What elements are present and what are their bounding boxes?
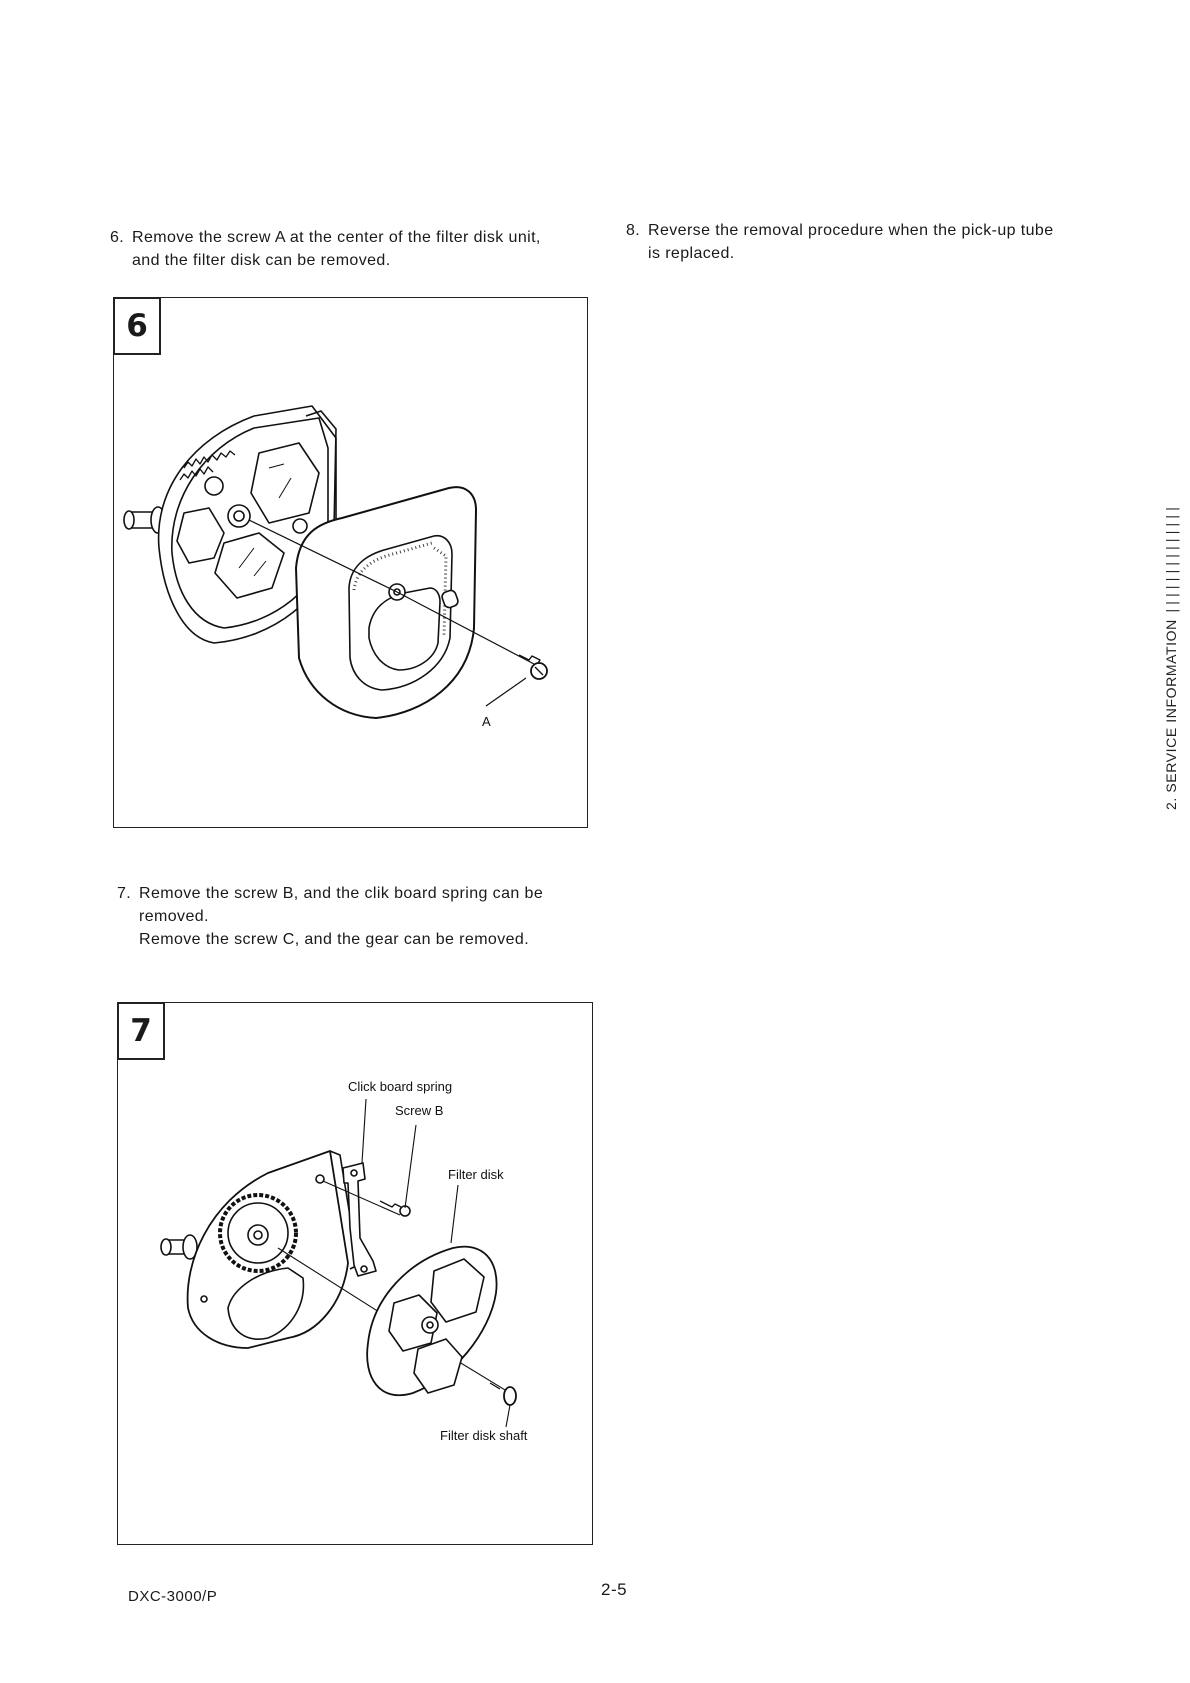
figure-6-label: 6 xyxy=(113,297,161,355)
step-6-number: 6. xyxy=(110,229,125,246)
filter-disk-shaft xyxy=(490,1383,516,1405)
step-6 xyxy=(110,226,541,272)
step-7-text-line3: Remove the screw C, and the gear can be removed. xyxy=(139,931,530,948)
callout-screw-a: A xyxy=(482,714,491,729)
footer-model: DXC-3000/P xyxy=(128,1588,218,1605)
step-8 xyxy=(626,219,1054,265)
step-7-number: 7. xyxy=(117,885,132,902)
step-8-text-line1: Reverse the removal procedure when the pick-up tube xyxy=(648,222,1054,239)
figure-7 xyxy=(117,1002,593,1545)
step-7-text-line1: Remove the screw B, and the clik board spring can be xyxy=(139,885,544,902)
callout-screw-b: Screw B xyxy=(395,1103,444,1118)
step-6-text-line2: and the filter disk can be removed. xyxy=(132,252,391,269)
step-6-text-line1: Remove the screw A at the center of the filter disk unit, xyxy=(132,229,541,246)
figure-7-illustration xyxy=(118,1003,592,1544)
step-7-text-line2: removed. xyxy=(139,908,209,925)
callout-filter-disk: Filter disk xyxy=(448,1167,504,1182)
step-7 xyxy=(117,882,543,951)
footer-page-number: 2-5 xyxy=(601,1580,628,1599)
figure-6 xyxy=(113,297,588,828)
callout-filter-disk-shaft: Filter disk shaft xyxy=(440,1428,528,1443)
sidebar-section-text: 2. SERVICE INFORMATION xyxy=(1163,619,1179,810)
sidebar-marks: |||||||||||||| xyxy=(1165,505,1180,615)
figure-6-illustration xyxy=(114,298,587,827)
step-8-text-line2: is replaced. xyxy=(648,245,735,262)
gear xyxy=(220,1195,296,1271)
callout-click-board-spring: Click board spring xyxy=(348,1079,453,1094)
step-8-number: 8. xyxy=(626,222,641,239)
sidebar-section-label xyxy=(1163,505,1180,810)
figure-7-label: 7 xyxy=(117,1002,165,1060)
